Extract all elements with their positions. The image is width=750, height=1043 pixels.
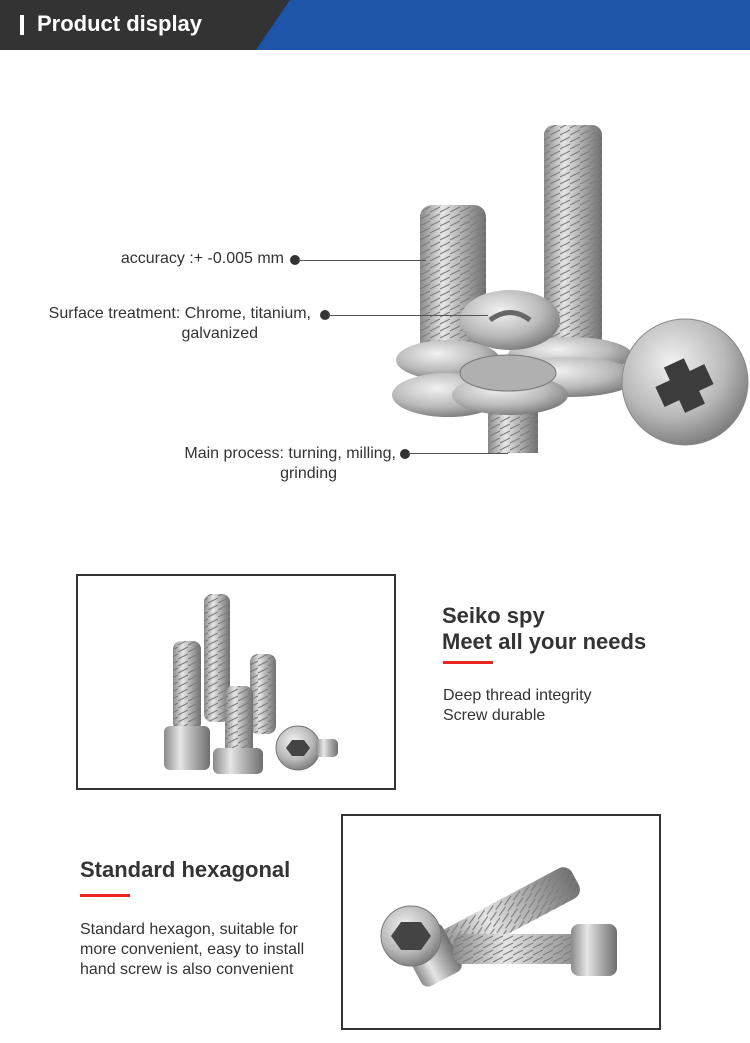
- feature2-image-frame: [341, 814, 661, 1030]
- main-product-image: [380, 115, 750, 465]
- feature1-title-line1: Seiko spy: [442, 603, 545, 628]
- surface-label-line2: galvanized: [181, 325, 258, 342]
- feature1-image-frame: [76, 574, 396, 790]
- socket-screws-image: [78, 576, 394, 788]
- header-bar-icon: [20, 15, 24, 35]
- feature2-red-divider: [80, 894, 130, 897]
- section-header: [0, 0, 750, 50]
- feature1-desc-line1: Deep thread integrity: [443, 687, 592, 704]
- process-line: [408, 453, 508, 454]
- process-label-line2: grinding: [280, 465, 337, 482]
- feature2-desc-line1: Standard hexagon, suitable for: [80, 921, 298, 938]
- surface-label-line1: Surface treatment: Chrome, titanium,: [48, 305, 311, 322]
- hex-socket-screws-image: [343, 816, 659, 1028]
- accuracy-label: accuracy :+ -0.005 mm: [120, 250, 284, 267]
- process-dot: [400, 449, 410, 459]
- surface-line: [328, 315, 488, 316]
- feature2-desc-line3: hand screw is also convenient: [80, 961, 294, 978]
- feature1-red-divider: [443, 661, 493, 664]
- feature1-title-line2: Meet all your needs: [442, 629, 647, 654]
- section-title: Product display: [37, 11, 203, 36]
- accuracy-line: [298, 260, 426, 261]
- feature2-desc-line2: more convenient, easy to install: [80, 941, 305, 958]
- feature2-title: Standard hexagonal: [80, 857, 291, 882]
- process-label-line1: Main process: turning, milling,: [184, 445, 396, 462]
- feature1-desc-line2: Screw durable: [443, 707, 546, 724]
